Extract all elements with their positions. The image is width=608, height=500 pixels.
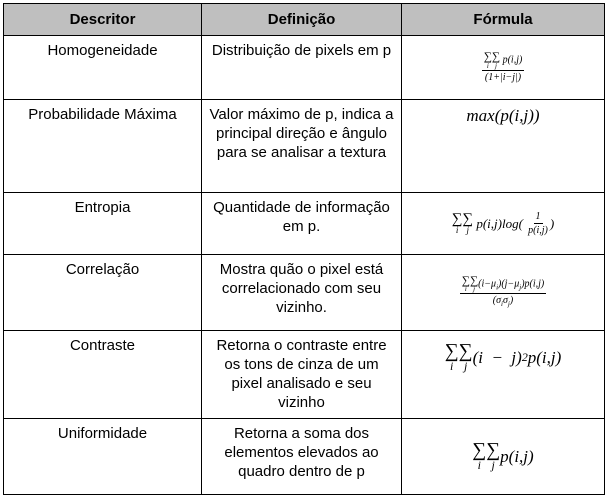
header-formula: Fórmula [402,4,605,36]
table-row [4,100,605,193]
table-row [4,419,605,495]
formula-cell [402,255,605,331]
descriptor-cell: Probabilidade Máxima [4,100,202,193]
formula-entropy: ∑ i ∑ j p(i,j)log( $\frac{1}{p(i,j)}$ ) [451,210,555,236]
formula-homogeneity: ∑ i ∑ j p(i,j) (1+|i−j|) [483,51,523,83]
formula-cell [402,419,605,495]
definition-cell: Retorna a soma dos elementos elevados ao quadro dentro de p [202,419,402,495]
formula-max-probability: max(p(i,j)) [466,106,540,125]
formula-contrast: ∑ i ∑ j (i − j) 2 p(i,j) [444,341,562,373]
descriptor-cell: Correlação [4,255,202,331]
table-row [4,255,605,331]
formula-correlation: ∑ i ∑ j $(i-\mu_i)(j-\mu_j)p(i,j)$ $(\sigma_i\sigma_j)$ [461,274,545,309]
definition-cell: Mostra quão o pixel está correlacionado com seu vizinho. [202,255,402,331]
descriptor-table [3,3,605,495]
header-definition: Definição [202,4,402,36]
header-descriptor: Descritor [4,4,202,36]
descriptor-cell: Entropia [4,193,202,255]
table-row [4,193,605,255]
descriptor-cell: Uniformidade [4,419,202,495]
formula-cell [402,331,605,419]
formula-cell [402,36,605,100]
definition-cell: Quantidade de informação em p. [202,193,402,255]
formula-uniformity: ∑ i ∑ j p(i,j) [472,440,534,472]
formula-cell [402,100,605,193]
descriptor-cell: Contraste [4,331,202,419]
table-row [4,331,605,419]
table-row [4,36,605,100]
definition-cell: Retorna o contraste entre os tons de cinza de um pixel analisado e seu vizinho [202,331,402,419]
formula-cell [402,193,605,255]
definition-cell: Valor máximo de p, indica a principal direção e ângulo para se analisar a textura [202,100,402,193]
descriptor-cell: Homogeneidade [4,36,202,100]
header-row [4,4,605,36]
definition-cell: Distribuição de pixels em p [202,36,402,100]
